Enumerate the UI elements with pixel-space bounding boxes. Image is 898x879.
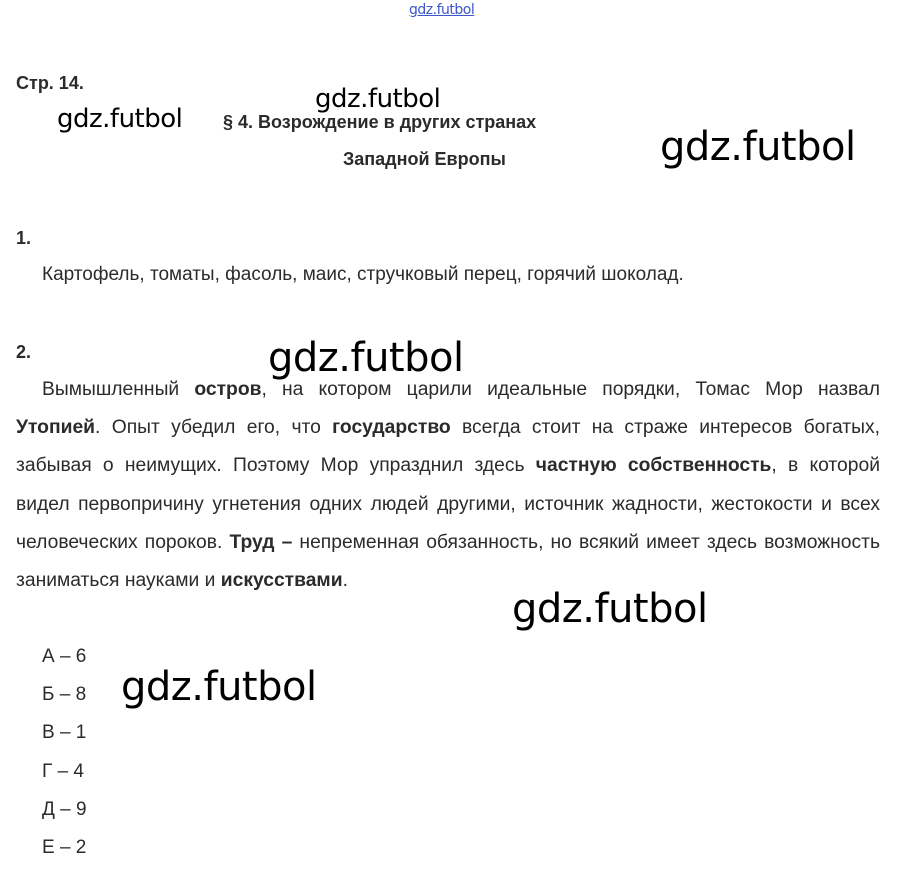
list-item: Г – 4: [42, 760, 84, 782]
task-1-answer: Картофель, томаты, фасоль, маис, стручковый перец, горячий шоколад.: [42, 264, 684, 285]
task-2-paragraph: [16, 371, 880, 600]
bold-term-state: государство: [332, 417, 451, 439]
text-run: .: [342, 570, 348, 592]
list-item: Б – 8: [42, 684, 87, 706]
text-run: Вымышленный: [42, 379, 195, 400]
text-run: , на котором царили идеальные порядки, Томас Мор назвал: [261, 379, 880, 400]
task-2-number: 2.: [16, 342, 32, 362]
list-item: Е – 2: [42, 836, 87, 858]
bold-term-arts: искусствами: [220, 570, 343, 592]
page-number: Стр. 14.: [16, 73, 84, 93]
watermark-text: gdz.futbol: [660, 124, 856, 170]
bold-term-labor: Труд –: [229, 531, 293, 553]
list-item: В – 1: [42, 722, 87, 744]
watermark-link[interactable]: gdz.futbol: [409, 2, 475, 18]
list-item: А – 6: [42, 646, 87, 667]
text-run: . Опыт убедил его, что: [95, 417, 333, 439]
list-item: Д – 9: [42, 798, 87, 820]
watermark-text: gdz.futbol: [268, 335, 464, 381]
section-title-line1: § 4. Возрождение в других странах: [223, 112, 537, 132]
text-run: непременная обязанность, но всякий имеет здесь возможность заниматься науками и: [16, 531, 881, 592]
watermark-text: gdz.futbol: [57, 104, 183, 134]
text-run: , в которой видел первопричину угнетения одних людей другими, источник жадности, жестокости и всех человеческих пороков.: [16, 455, 880, 553]
watermark-text: gdz.futbol: [512, 586, 708, 632]
task-1-number: 1.: [16, 228, 32, 248]
text-run: всегда стоит на страже интересов богатых, забывая о неимущих. Поэтому Мор упразднил здесь: [16, 417, 880, 477]
bold-term-island: остров: [194, 379, 262, 400]
section-title-line2: Западной Европы: [343, 149, 506, 169]
matching-answers-list: [42, 638, 87, 867]
watermark-text: gdz.futbol: [315, 84, 441, 114]
bold-term-private-property: частную собственность: [535, 455, 772, 477]
bold-term-utopia: Утопией: [16, 417, 96, 439]
watermark-text: gdz.futbol: [121, 664, 317, 710]
